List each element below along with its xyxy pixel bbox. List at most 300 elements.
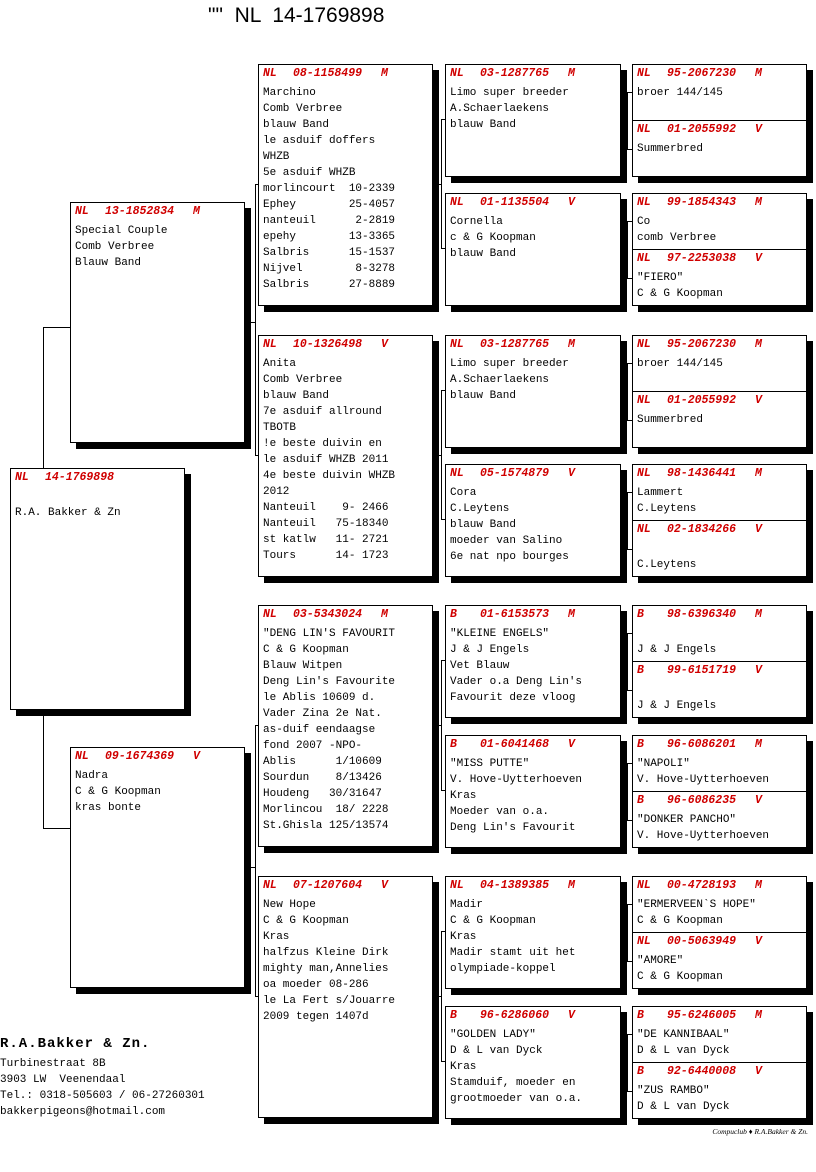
ring-ring: 95-2067230 — [667, 338, 737, 351]
pedigree-line: Summerbred — [637, 414, 704, 426]
connector-line — [627, 820, 632, 821]
ring-ring: 07-1207604 — [293, 879, 363, 892]
pedigree-line: Tours 14- 1723 — [263, 550, 389, 562]
connector-line — [255, 725, 256, 997]
pedigree-line: "DENG LIN'S FAVOURIT — [263, 628, 396, 640]
ring-sex: V — [755, 935, 762, 948]
pedigree-line: oa moeder 08-286 — [263, 979, 369, 991]
ring-country: NL — [450, 879, 464, 892]
connector-line — [627, 420, 632, 421]
connector-line — [627, 492, 632, 493]
ring-number-header — [15, 470, 115, 486]
great-grandparent-card — [445, 1006, 621, 1119]
great-grandparent-card — [445, 335, 621, 448]
pedigree-line: C.Leytens — [637, 503, 697, 515]
ring-ring: 14-1769898 — [45, 471, 115, 484]
pedigree-line: C & G Koopman — [263, 915, 349, 927]
pedigree-line: C.Leytens — [450, 503, 510, 515]
great-grandparent-card — [445, 64, 621, 177]
ring-sex: V — [568, 738, 575, 751]
great-great-grandparent-card — [632, 193, 807, 250]
pedigree-line: c & G Koopman — [450, 232, 536, 244]
connector-line — [627, 763, 628, 820]
ring-sex: V — [755, 123, 762, 136]
ring-ring: 96-6286060 — [480, 1009, 550, 1022]
connector-line — [627, 1034, 628, 1091]
great-great-grandparent-pair — [632, 605, 807, 718]
connector-line — [627, 221, 628, 278]
dam-card — [70, 747, 245, 988]
great-great-grandparent-card — [632, 735, 807, 792]
great-grandparent-card — [445, 876, 621, 989]
ring-number-header — [75, 749, 200, 765]
pedigree-line: blauw Band — [450, 390, 517, 402]
pedigree-line: Cornella — [450, 216, 503, 228]
ring-number-header — [637, 66, 762, 82]
ring-number-header — [450, 337, 575, 353]
owner-address: Turbinestraat 8B — [0, 1058, 106, 1070]
grandparent-card — [258, 605, 433, 847]
connector-line — [627, 690, 632, 691]
pedigree-line: C & G Koopman — [75, 786, 161, 798]
pedigree-line: 6e nat npo bourges — [450, 551, 569, 563]
ring-sex: M — [755, 738, 762, 751]
ring-country: NL — [263, 879, 277, 892]
great-great-grandparent-card — [632, 791, 807, 848]
subject-card — [10, 468, 185, 710]
ring-number-header — [263, 66, 388, 82]
ring-number-header — [263, 878, 388, 894]
ring-country: NL — [637, 123, 651, 136]
ring-sex: M — [755, 1009, 762, 1022]
ring-number-header — [450, 607, 575, 623]
ring-number-header — [637, 393, 762, 409]
great-great-grandparent-card — [632, 605, 807, 662]
ring-country: NL — [637, 394, 651, 407]
grandparent-card — [258, 64, 433, 306]
ring-sex: V — [381, 879, 388, 892]
ring-sex: M — [568, 67, 575, 80]
ring-country: B — [637, 1009, 644, 1022]
pedigree-line: 2012 — [263, 486, 290, 498]
connector-line — [627, 961, 632, 962]
pedigree-line: Salbris 27-8889 — [263, 279, 396, 291]
pedigree-line: St.Ghisla 125/13574 — [263, 820, 389, 832]
great-great-grandparent-card — [632, 120, 807, 177]
pedigree-line: olympiade-koppel — [450, 963, 556, 975]
ring-country: NL — [75, 205, 89, 218]
ring-country: NL — [450, 338, 464, 351]
ring-number-header — [637, 466, 762, 482]
ring-sex: M — [755, 67, 762, 80]
ring-number-header — [450, 195, 575, 211]
pedigree-line: le La Fert s/Jouarre — [263, 995, 396, 1007]
pedigree-line: A.Schaerlaekens — [450, 374, 550, 386]
ring-country: NL — [450, 67, 464, 80]
pedigree-line: 4e beste duivin WHZB — [263, 470, 396, 482]
ring-ring: 00-4728193 — [667, 879, 737, 892]
pedigree-line: Anita — [263, 358, 297, 370]
pedigree-line: 2009 tegen 1407d — [263, 1011, 369, 1023]
pedigree-line: Co — [637, 216, 651, 228]
ring-country: NL — [75, 750, 89, 763]
pedigree-line: V. Hove-Uytterhoeven — [637, 774, 770, 786]
ring-number-header — [450, 1008, 575, 1024]
pedigree-line: Comb Verbree — [75, 241, 155, 253]
pedigree-line: broer 144/145 — [637, 358, 723, 370]
pedigree-line: Summerbred — [637, 143, 704, 155]
pedigree-line: Marchino — [263, 87, 316, 99]
pedigree-line: Sourdun 8/13426 — [263, 772, 382, 784]
great-great-grandparent-pair — [632, 876, 807, 989]
pedigree-line: Blauw Band — [75, 257, 142, 269]
connector-line — [627, 149, 632, 150]
great-grandparent-card — [445, 464, 621, 577]
ring-sex: M — [755, 608, 762, 621]
connector-line — [441, 248, 445, 249]
pedigree-line: Stamduif, moeder en — [450, 1077, 576, 1089]
ring-sex: V — [193, 750, 200, 763]
pedigree-line: D & L van Dyck — [450, 1045, 543, 1057]
pedigree-line: "KLEINE ENGELS" — [450, 628, 550, 640]
pedigree-line: Madir stamt uit het — [450, 947, 576, 959]
ring-ring: 97-2253038 — [667, 252, 737, 265]
pedigree-line: le Ablis 10609 d. — [263, 692, 376, 704]
ring-country: NL — [637, 252, 651, 265]
great-great-grandparent-card — [632, 520, 807, 577]
pedigree-line: Nadra — [75, 770, 109, 782]
ring-number-header — [637, 195, 762, 211]
pedigree-line: "FIERO" — [637, 272, 684, 284]
ring-sex: M — [568, 338, 575, 351]
ring-ring: 99-1854343 — [667, 196, 737, 209]
connector-line — [627, 92, 632, 93]
connector-line — [441, 931, 445, 932]
ring-country: B — [637, 608, 644, 621]
pedigree-line: Nijvel 8-3278 — [263, 263, 396, 275]
ring-country: NL — [15, 471, 29, 484]
pedigree-line: WHZB — [263, 151, 290, 163]
ring-ring: 01-6041468 — [480, 738, 550, 751]
connector-line — [441, 390, 445, 391]
pedigree-line: Nanteuil 75-18340 — [263, 518, 389, 530]
connector-line — [627, 363, 628, 420]
ring-sex: V — [755, 523, 762, 536]
connector-line — [627, 492, 628, 549]
connector-line — [43, 828, 70, 829]
pedigree-line: !e beste duivin en — [263, 438, 382, 450]
ring-ring: 09-1674369 — [105, 750, 175, 763]
connector-line — [255, 996, 258, 997]
ring-country: B — [637, 664, 644, 677]
connector-line — [441, 660, 442, 791]
pedigree-line: "DE KANNIBAAL" — [637, 1029, 730, 1041]
owner-footer — [0, 1034, 205, 1120]
ring-ring: 01-1135504 — [480, 196, 550, 209]
pedigree-line: C & G Koopman — [637, 915, 723, 927]
connector-line — [255, 455, 258, 456]
ring-ring: 96-6086201 — [667, 738, 737, 751]
ring-number-header — [75, 204, 200, 220]
ring-sex: V — [755, 794, 762, 807]
ring-number-header — [637, 1064, 762, 1080]
ring-country: NL — [637, 467, 651, 480]
pedigree-line: nanteuil 2-2819 — [263, 215, 396, 227]
ring-ring: 05-1574879 — [480, 467, 550, 480]
ring-ring: 08-1158499 — [293, 67, 363, 80]
ring-ring: 98-6396340 — [667, 608, 737, 621]
pedigree-line: Deng Lin's Favourite — [263, 676, 396, 688]
ring-country: NL — [450, 196, 464, 209]
ring-sex: M — [755, 879, 762, 892]
ring-sex: V — [568, 196, 575, 209]
ring-sex: M — [755, 338, 762, 351]
great-grandparent-card — [445, 193, 621, 306]
ring-ring: 04-1389385 — [480, 879, 550, 892]
connector-line — [627, 633, 628, 690]
connector-line — [441, 390, 442, 520]
pedigree-line: J & J Engels — [637, 700, 717, 712]
connector-line — [255, 184, 256, 456]
pedigree-line: Limo super breeder — [450, 87, 569, 99]
pedigree-line: "AMORE" — [637, 955, 684, 967]
ring-country: NL — [637, 196, 651, 209]
pedigree-line: comb Verbree — [637, 232, 717, 244]
connector-line — [627, 1034, 632, 1035]
ring-ring: 03-1287765 — [480, 67, 550, 80]
ring-number-header — [637, 878, 762, 894]
connector-line — [441, 119, 445, 120]
owner-phone: Tel.: 0318-505603 / 06-27260301 — [0, 1090, 205, 1102]
connector-line — [255, 725, 258, 726]
ring-ring: 98-1436441 — [667, 467, 737, 480]
ring-number-header — [450, 737, 575, 753]
pedigree-line: A.Schaerlaekens — [450, 103, 550, 115]
pedigree-line: C & G Koopman — [450, 915, 536, 927]
pedigree-line: Limo super breeder — [450, 358, 569, 370]
ring-sex: M — [755, 196, 762, 209]
pedigree-line: Kras — [450, 790, 477, 802]
pedigree-line: halfzus Kleine Dirk — [263, 947, 389, 959]
great-great-grandparent-card — [632, 876, 807, 933]
pedigree-line: Favourit deze vloog — [450, 692, 576, 704]
ring-country: NL — [637, 338, 651, 351]
ring-ring: 02-1834266 — [667, 523, 737, 536]
pedigree-line: C & G Koopman — [637, 288, 723, 300]
pedigree-line: Ablis 1/10609 — [263, 756, 382, 768]
ring-ring: 01-2055992 — [667, 394, 737, 407]
ring-sex: V — [568, 1009, 575, 1022]
pedigree-line: morlincourt 10-2339 — [263, 183, 396, 195]
pedigree-line: grootmoeder van o.a. — [450, 1093, 583, 1105]
sire-card — [70, 202, 245, 443]
pedigree-line: Comb Verbree — [263, 374, 343, 386]
great-great-grandparent-card — [632, 1006, 807, 1063]
pedigree-line: R.A. Bakker & Zn — [15, 507, 121, 519]
pedigree-line: Nanteuil 9- 2466 — [263, 502, 389, 514]
ring-country: NL — [637, 935, 651, 948]
pedigree-line: J & J Engels — [637, 644, 717, 656]
ring-country: NL — [450, 467, 464, 480]
ring-ring: 03-5343024 — [293, 608, 363, 621]
ring-number-header — [637, 737, 762, 753]
pedigree-line: mighty man,Annelies — [263, 963, 389, 975]
ring-country: B — [637, 1065, 644, 1078]
pedigree-line: le asduif doffers — [263, 135, 376, 147]
great-great-grandparent-pair — [632, 1006, 807, 1119]
ring-number-header — [637, 663, 762, 679]
connector-line — [441, 519, 445, 520]
ring-number-header — [637, 793, 762, 809]
connector-line — [627, 363, 632, 364]
pedigree-line: st katlw 11- 2721 — [263, 534, 389, 546]
ring-ring: 01-2055992 — [667, 123, 737, 136]
ring-country: B — [637, 794, 644, 807]
connector-line — [43, 327, 70, 328]
ring-sex: M — [381, 608, 388, 621]
connector-line — [627, 278, 632, 279]
owner-name: R.A.Bakker & Zn. — [0, 1036, 151, 1052]
ring-ring: 99-6151719 — [667, 664, 737, 677]
ring-country: NL — [637, 67, 651, 80]
ring-number-header — [637, 934, 762, 950]
ring-country: B — [450, 608, 457, 621]
pedigree-line: Madir — [450, 899, 484, 911]
pedigree-line: "DONKER PANCHO" — [637, 814, 737, 826]
ring-sex: V — [755, 1065, 762, 1078]
ring-ring: 92-6440008 — [667, 1065, 737, 1078]
ring-ring: 01-6153573 — [480, 608, 550, 621]
ring-ring: 10-1326498 — [293, 338, 363, 351]
connector-line — [43, 716, 44, 828]
ring-sex: V — [755, 394, 762, 407]
great-great-grandparent-card — [632, 1062, 807, 1119]
ring-sex: M — [568, 879, 575, 892]
ring-number-header — [637, 337, 762, 353]
pedigree-line: Cora — [450, 487, 477, 499]
ring-ring: 95-2067230 — [667, 67, 737, 80]
pedigree-line: Kras — [450, 1061, 477, 1073]
ring-ring: 13-1852834 — [105, 205, 175, 218]
great-great-grandparent-pair — [632, 335, 807, 448]
great-grandparent-card — [445, 735, 621, 848]
great-great-grandparent-card — [632, 249, 807, 306]
ring-number-header — [637, 607, 762, 623]
pedigree-line: "MISS PUTTE" — [450, 758, 530, 770]
pedigree-line: New Hope — [263, 899, 316, 911]
connector-line — [627, 904, 632, 905]
pedigree-line: "GOLDEN LADY" — [450, 1029, 536, 1041]
great-great-grandparent-card — [632, 661, 807, 718]
pedigree-line: Vader Zina 2e Nat. — [263, 708, 382, 720]
ring-ring: 96-6086235 — [667, 794, 737, 807]
great-great-grandparent-pair — [632, 64, 807, 177]
pedigree-line: fond 2007 -NPO- — [263, 740, 363, 752]
pedigree-line: D & L van Dyck — [637, 1101, 730, 1113]
pedigree-title: "" NL 14-1769898 — [208, 4, 385, 27]
pedigree-line: C & G Koopman — [637, 971, 723, 983]
great-grandparent-card — [445, 605, 621, 718]
pedigree-line: blauw Band — [450, 519, 517, 531]
software-credit: Compuclub ♦ R.A.Bakker & Zn. — [712, 1127, 808, 1136]
pedigree-line: kras bonte — [75, 802, 142, 814]
pedigree-line: broer 144/145 — [637, 87, 723, 99]
connector-line — [627, 904, 628, 961]
pedigree-line: Blauw Witpen — [263, 660, 343, 672]
pedigree-line: "ZUS RAMBO" — [637, 1085, 710, 1097]
connector-line — [627, 92, 628, 149]
ring-number-header — [637, 522, 762, 538]
pedigree-line: "ERMERVEEN`S HOPE" — [637, 899, 756, 911]
connector-line — [627, 1091, 632, 1092]
great-great-grandparent-pair — [632, 464, 807, 577]
ring-country: NL — [637, 879, 651, 892]
ring-country: B — [637, 738, 644, 751]
ring-number-header — [637, 1008, 762, 1024]
pedigree-line: Morlincou 18/ 2228 — [263, 804, 389, 816]
pedigree-line: blauw Band — [263, 119, 330, 131]
connector-line — [441, 1061, 445, 1062]
great-great-grandparent-pair — [632, 735, 807, 848]
ring-sex: M — [568, 608, 575, 621]
connector-line — [627, 633, 632, 634]
ring-country: B — [450, 1009, 457, 1022]
pedigree-line: 5e asduif WHZB — [263, 167, 356, 179]
ring-ring: 03-1287765 — [480, 338, 550, 351]
connector-line — [441, 790, 445, 791]
grandparent-card — [258, 335, 433, 577]
ring-country: NL — [263, 67, 277, 80]
ring-sex: M — [755, 467, 762, 480]
pedigree-line: Moeder van o.a. — [450, 806, 550, 818]
ring-number-header — [450, 466, 575, 482]
pedigree-line: moeder van Salino — [450, 535, 563, 547]
ring-number-header — [637, 122, 762, 138]
pedigree-line: Kras — [450, 931, 477, 943]
connector-line — [441, 931, 442, 1062]
pedigree-line: as-duif eendaagse — [263, 724, 376, 736]
pedigree-line: Deng Lin's Favourit — [450, 822, 576, 834]
connector-line — [627, 221, 632, 222]
grandparent-card — [258, 876, 433, 1118]
ring-number-header — [637, 251, 762, 267]
ring-sex: M — [193, 205, 200, 218]
great-great-grandparent-card — [632, 64, 807, 121]
connector-line — [627, 763, 632, 764]
great-great-grandparent-card — [632, 932, 807, 989]
pedigree-line: D & L van Dyck — [637, 1045, 730, 1057]
owner-email: bakkerpigeons@hotmail.com — [0, 1106, 166, 1118]
connector-line — [441, 119, 442, 249]
pedigree-line: Vader o.a Deng Lin's — [450, 676, 583, 688]
connector-line — [441, 660, 445, 661]
ring-sex: V — [755, 252, 762, 265]
pedigree-line: le asduif WHZB 2011 — [263, 454, 389, 466]
pedigree-line: J & J Engels — [450, 644, 530, 656]
pedigree-line: Salbris 15-1537 — [263, 247, 396, 259]
pedigree-line: blauw Band — [450, 248, 517, 260]
pedigree-line: Lammert — [637, 487, 684, 499]
pedigree-line: blauw Band — [263, 390, 330, 402]
ring-country: NL — [263, 338, 277, 351]
ring-country: NL — [263, 608, 277, 621]
ring-number-header — [450, 66, 575, 82]
ring-sex: V — [568, 467, 575, 480]
ring-ring: 95-6246005 — [667, 1009, 737, 1022]
ring-number-header — [263, 607, 388, 623]
ring-number-header — [450, 878, 575, 894]
pedigree-line: C.Leytens — [637, 559, 697, 571]
